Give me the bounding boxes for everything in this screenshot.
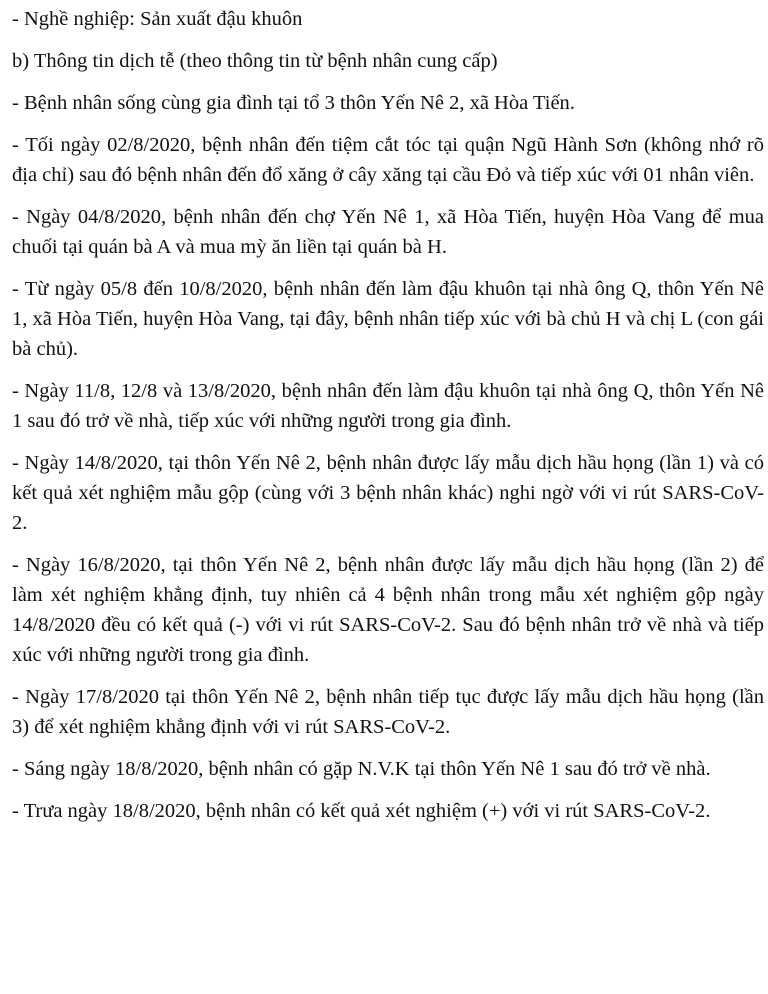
- residence-paragraph: - Bệnh nhân sống cùng gia đình tại tổ 3 thôn Yến Nê 2, xã Hòa Tiến.: [12, 92, 575, 114]
- section-heading-epidemiology: b) Thông tin dịch tễ (theo thông tin từ bệnh nhân cung cấp): [12, 50, 498, 72]
- timeline-paragraph: - Ngày 11/8, 12/8 và 13/8/2020, bệnh nhân đến làm đậu khuôn tại nhà ông Q, thôn Yến Nê 1 sau đó trở về nhà, tiếp xúc với những người trong gia đình.: [12, 380, 764, 432]
- document-body: [12, 4, 764, 826]
- timeline-paragraph: - Sáng ngày 18/8/2020, bệnh nhân có gặp N.V.K tại thôn Yến Nê 1 sau đó trở về nhà.: [12, 758, 711, 780]
- timeline-paragraph: - Ngày 04/8/2020, bệnh nhân đến chợ Yến Nê 1, xã Hòa Tiến, huyện Hòa Vang để mua chuối tại quán bà A và mua mỳ ăn liền tại quán bà H.: [12, 206, 764, 258]
- timeline-paragraph: - Tối ngày 02/8/2020, bệnh nhân đến tiệm cắt tóc tại quận Ngũ Hành Sơn (không nhớ rõ địa chỉ) sau đó bệnh nhân đến đổ xăng ở cây xăng tại cầu Đỏ và tiếp xúc với 01 nhân viên.: [12, 134, 764, 186]
- timeline-paragraph: - Ngày 16/8/2020, tại thôn Yến Nê 2, bệnh nhân được lấy mẫu dịch hầu họng (lần 2) để làm xét nghiệm khẳng định, tuy nhiên cả 4 bệnh nhân trong mẫu xét nghiệm gộp ngày 14/8/2020 đều có kết quả (-) với vi rút SARS-CoV-2. Sau đó bệnh nhân trở về nhà và tiếp xúc với những người trong gia đình.: [12, 554, 764, 666]
- timeline-paragraph: - Trưa ngày 18/8/2020, bệnh nhân có kết quả xét nghiệm (+) với vi rút SARS-CoV-2.: [12, 800, 711, 822]
- occupation-line: - Nghề nghiệp: Sản xuất đậu khuôn: [12, 8, 303, 30]
- timeline-paragraph: - Ngày 14/8/2020, tại thôn Yến Nê 2, bệnh nhân được lấy mẫu dịch hầu họng (lần 1) và có kết quả xét nghiệm mẫu gộp (cùng với 3 bệnh nhân khác) nghi ngờ với vi rút SARS-CoV-2.: [12, 452, 764, 534]
- timeline-paragraph: - Từ ngày 05/8 đến 10/8/2020, bệnh nhân đến làm đậu khuôn tại nhà ông Q, thôn Yến Nê 1, xã Hòa Tiến, huyện Hòa Vang, tại đây, bệnh nhân tiếp xúc với bà chủ H và chị L (con gái bà chủ).: [12, 278, 764, 360]
- timeline-paragraph: - Ngày 17/8/2020 tại thôn Yến Nê 2, bệnh nhân tiếp tục được lấy mẫu dịch hầu họng (lần 3) để xét nghiệm khẳng định với vi rút SARS-CoV-2.: [12, 686, 764, 738]
